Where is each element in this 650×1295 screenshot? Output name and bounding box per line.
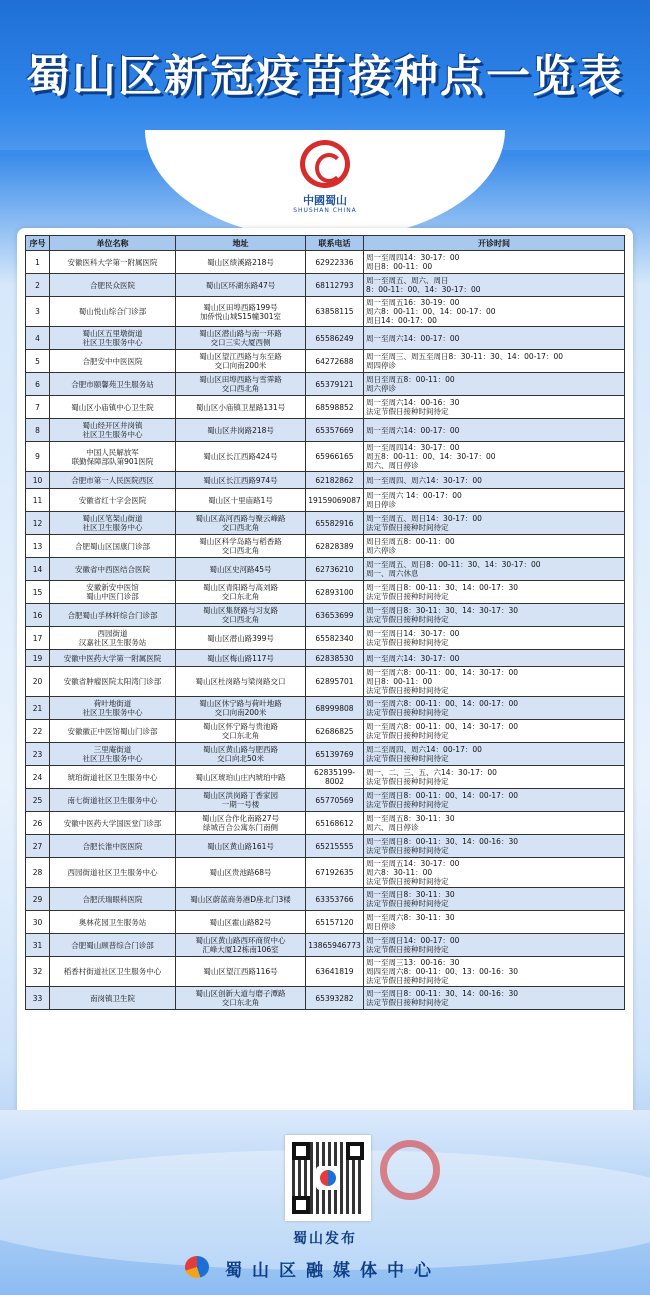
cell-phone: 65393282 [306,987,364,1010]
cell-phone: 62922336 [306,251,364,274]
qr-eye-icon [292,1142,310,1160]
table-row [26,650,625,667]
cell-index: 5 [26,350,50,373]
cell-phone: 65586249 [306,327,364,350]
cell-phone: 13865946773 [306,934,364,957]
cell-unit: 西园街道社区卫生服务中心 [50,858,176,888]
cell-address: 蜀山区望江西路与东至路 交口向南200米 [176,350,306,373]
cell-hours: 周一至周日8：30-11：30、14：30-17：30 法定节假日接种时间待定 [364,604,625,627]
cell-unit: 安徽中医药大学国医堂门诊部 [50,812,176,835]
table-row [26,627,625,650]
cell-address: 蜀山区休宁路与荷叶地路 交口向南200米 [176,697,306,720]
table-row [26,327,625,350]
cell-unit: 合肥安中中医医院 [50,350,176,373]
cell-phone: 62895701 [306,667,364,697]
cell-unit: 安徽省红十字会医院 [50,489,176,512]
cell-phone: 67192635 [306,858,364,888]
table-row [26,858,625,888]
cell-phone: 63353766 [306,888,364,911]
cell-index: 21 [26,697,50,720]
cell-unit: 南七街道社区卫生服务中心 [50,789,176,812]
cell-hours: 周一至周日8：00-11：30、14：00-16：30 法定节假日接种时间待定 [364,987,625,1010]
qr-logo-icon [316,1166,340,1190]
cell-index: 28 [26,858,50,888]
cell-index: 16 [26,604,50,627]
table-header-row [26,236,625,251]
cell-hours: 周一至周日8：00-11：30、14：00-16：30 法定节假日接种时间待定 [364,835,625,858]
cell-index: 3 [26,297,50,327]
cell-hours: 周一至周五16：30-19：00 周六8：00-11：00、14：00-17：00 周日14：00-17：00 [364,297,625,327]
cell-address: 蜀山区合作化南路27号 绿城百合公寓东门南侧 [176,812,306,835]
cell-address: 蜀山区琥珀山庄内琥珀中路 [176,766,306,789]
table-row [26,743,625,766]
table-row [26,350,625,373]
cell-address: 蜀山区杜岗路与梁岗路交口 [176,667,306,697]
cell-address: 蜀山区蔚蓝商务港D座北门3楼 [176,888,306,911]
cell-hours: 周一至周日8：00-11：30、14：00-17：30 法定节假日接种时间待定 [364,581,625,604]
table-row [26,472,625,489]
cell-index: 26 [26,812,50,835]
media-center-logo-icon [185,1256,209,1278]
cell-phone: 63641819 [306,957,364,987]
cell-hours: 周一至周四14：30-17：00 周日8：00-11：00 [364,251,625,274]
cell-phone: 68598852 [306,396,364,419]
cell-hours: 周一至周日14：00-17：00 法定节假日接种时间待定 [364,934,625,957]
cell-index: 29 [26,888,50,911]
cell-hours: 周一至周六8：00-11：00、14：30-17：00 法定节假日接种时间待定 [364,720,625,743]
vaccination-table [25,235,625,1010]
cell-hours: 周一至周日14：30-17：00 法定节假日接种时间待定 [364,627,625,650]
cell-unit: 合肥市第一人民医院西区 [50,472,176,489]
cell-address: 蜀山区高河西路与聚云峰路 交口西北角 [176,512,306,535]
cell-address: 蜀山区梅山路117号 [176,650,306,667]
table-row [26,297,625,327]
cell-phone: 62838530 [306,650,364,667]
cell-unit: 蜀山悦山综合门诊部 [50,297,176,327]
table-row [26,442,625,472]
cell-hours: 周一至周六14：00-17：00 [364,327,625,350]
cell-address: 蜀山区黄山路西环商贸中心 汇峰大厦12栋南106室 [176,934,306,957]
table-row [26,957,625,987]
cell-hours: 周一至周四14：30-17：00 周五8：00-11：00、14：30-17：00 周六、周日停诊 [364,442,625,472]
cell-hours: 周一、二、三、五、六14：30-17：00 法定节假日接种时间待定 [364,766,625,789]
cell-unit: 荷叶地街道 社区卫生服务中心 [50,697,176,720]
cell-address: 蜀山区科学岛路与稻香路 交口西北角 [176,535,306,558]
cell-phone: 63653699 [306,604,364,627]
table-row [26,987,625,1010]
cell-index: 24 [26,766,50,789]
cell-unit: 稻香村街道社区卫生服务中心 [50,957,176,987]
header-hours: 开诊时间 [364,236,625,251]
cell-address: 蜀山区望江西路116号 [176,957,306,987]
cell-hours: 周一至周日8：30-11：30 法定节假日接种时间待定 [364,888,625,911]
table-row [26,835,625,858]
cell-unit: 合肥蜀山孚林轩综合门诊部 [50,604,176,627]
cell-phone: 68112793 [306,274,364,297]
cell-index: 1 [26,251,50,274]
cell-address: 蜀山区潜山路与南一环路 交口三实大厦西侧 [176,327,306,350]
cell-address: 蜀山区长江西路424号 [176,442,306,472]
footer-brand: 蜀山发布 [293,1231,357,1247]
cell-phone: 65379121 [306,373,364,396]
cell-index: 8 [26,419,50,442]
cell-phone: 65966165 [306,442,364,472]
cell-unit: 合肥市颐馨苑卫生服务站 [50,373,176,396]
cell-phone: 68999808 [306,697,364,720]
cell-index: 33 [26,987,50,1010]
footer-org [175,1254,495,1280]
table-row [26,558,625,581]
table-row [26,720,625,743]
cell-unit: 安徽徽正中医馆蜀山门诊部 [50,720,176,743]
cell-unit: 合肥蜀山区国康门诊部 [50,535,176,558]
cell-address: 蜀山区青阳路与高刘路 交口东北角 [176,581,306,604]
cell-index: 9 [26,442,50,472]
cell-phone: 62686825 [306,720,364,743]
cell-index: 6 [26,373,50,396]
table-row [26,789,625,812]
cell-address: 蜀山区潜山路399号 [176,627,306,650]
cell-address: 蜀山区田埠西路199号 加侨悦山城S15幢301室 [176,297,306,327]
table-row [26,419,625,442]
cell-address: 蜀山区长江西路974号 [176,472,306,489]
cell-address: 蜀山区田埠西路与雪霁路 交口西北角 [176,373,306,396]
cell-phone: 65357669 [306,419,364,442]
cell-index: 12 [26,512,50,535]
cell-hours: 周一至周五、周日8：00-11：30、14：30-17：00 周一、周六休息 [364,558,625,581]
header-phone: 联系电话 [306,236,364,251]
cell-phone: 62893100 [306,581,364,604]
cell-index: 4 [26,327,50,350]
table-row [26,512,625,535]
cell-unit: 安徽省肿瘤医院太阳湾门诊部 [50,667,176,697]
cell-index: 11 [26,489,50,512]
cell-index: 15 [26,581,50,604]
cell-hours: 周一至周三13：00-16：30 周四至周六8：00-11：00、13：00-16：30 法定节假日接种时间待定 [364,957,625,987]
table-row [26,535,625,558]
table-row [26,581,625,604]
table-row [26,604,625,627]
shushan-emblem-icon [380,1140,440,1200]
footer-org-text: 蜀山区融媒体中心 [225,1261,441,1281]
cell-index: 10 [26,472,50,489]
header-unit: 单位名称 [50,236,176,251]
vaccination-table-card [17,228,633,1118]
cell-address: 蜀山区井岗路218号 [176,419,306,442]
qr-eye-icon [292,1196,310,1214]
cell-hours: 周一至周五14：30-17：00 周六8：30-11：00 法定节假日接种时间待定 [364,858,625,888]
cell-hours: 周一至周六14：00-16：30 法定节假日接种时间待定 [364,396,625,419]
cell-address: 蜀山区黄山路161号 [176,835,306,858]
cell-index: 14 [26,558,50,581]
cell-index: 25 [26,789,50,812]
cell-index: 32 [26,957,50,987]
cell-hours: 周一至周四、周六14：30-17：00 [364,472,625,489]
cell-index: 31 [26,934,50,957]
logo-cn-text: 中國蜀山 [303,194,347,207]
cell-hours: 周一至周三、周五至周日8：30-11：30、14：00-17：00 周四停诊 [364,350,625,373]
logo-en-text: SHUSHAN CHINA [293,207,357,214]
table-row [26,373,625,396]
cell-hours: 周一至周六8：00-11：00、14：30-17：00 周日8：00-11：00 法定节假日接种时间待定 [364,667,625,697]
cell-unit: 蜀山区小庙镇中心卫生院 [50,396,176,419]
cell-hours: 周一至周五、周六、周日 8：00-11：00、14：30-17：00 [364,274,625,297]
table-row [26,667,625,697]
cell-address: 蜀山区十里庙路1号 [176,489,306,512]
header-index: 序号 [26,236,50,251]
cell-unit: 合肥长淮中医医院 [50,835,176,858]
table-row [26,812,625,835]
cell-phone: 65582916 [306,512,364,535]
table-row [26,911,625,934]
cell-phone: 65770569 [306,789,364,812]
cell-phone: 62835199-8002 [306,766,364,789]
cell-phone: 63858115 [306,297,364,327]
cell-unit: 蜀山区五里墩街道 社区卫生服务中心 [50,327,176,350]
table-row [26,934,625,957]
cell-hours: 周一至周六 14：00-17：00 周日停诊 [364,489,625,512]
cell-unit: 合肥沃瑞眼科医院 [50,888,176,911]
page-title: 蜀山区新冠疫苗接种点一览表 [26,51,624,102]
cell-unit: 安徽省中西医结合医院 [50,558,176,581]
cell-address: 蜀山区集贤路与习友路 交口西北角 [176,604,306,627]
cell-unit: 安徽医科大学第一附属医院 [50,251,176,274]
table-row [26,766,625,789]
cell-index: 7 [26,396,50,419]
cell-phone: 65215555 [306,835,364,858]
cell-unit: 合肥民众医院 [50,274,176,297]
cell-unit: 南岗镇卫生院 [50,987,176,1010]
cell-index: 17 [26,627,50,650]
cell-unit: 安徽中医药大学第一附属医院 [50,650,176,667]
cell-phone: 65139769 [306,743,364,766]
cell-hours: 周一至周日8：00-11：00、14：00-17：00 法定节假日接种时间待定 [364,789,625,812]
cell-index: 2 [26,274,50,297]
cell-phone: 65168612 [306,812,364,835]
cell-phone: 62736210 [306,558,364,581]
cell-unit: 蜀山区笔架山街道 社区卫生服务中心 [50,512,176,535]
cell-address: 蜀山区史河路45号 [176,558,306,581]
cell-address: 蜀山区环湖东路47号 [176,274,306,297]
cell-index: 23 [26,743,50,766]
table-row [26,251,625,274]
cell-index: 19 [26,650,50,667]
table-row [26,489,625,512]
cell-hours: 周一至周六8：30-11：30 周日停诊 [364,911,625,934]
cell-unit: 奥林花园卫生服务站 [50,911,176,934]
cell-unit: 西园街道 汉嘉社区卫生服务站 [50,627,176,650]
cell-unit: 蜀山经开区井岗镇 社区卫生服务中心 [50,419,176,442]
cell-address: 蜀山区小庙镇卫星路131号 [176,396,306,419]
shushan-logo [285,140,365,220]
cell-phone: 19159069087 [306,489,364,512]
cell-phone: 62828389 [306,535,364,558]
header-address: 地址 [176,236,306,251]
cell-unit: 琥珀街道社区卫生服务中心 [50,766,176,789]
cell-phone: 65157120 [306,911,364,934]
cell-address: 蜀山区怀宁路与贵池路 交口东北角 [176,720,306,743]
cell-index: 22 [26,720,50,743]
cell-unit: 安徽新安中医馆 蜀山中医门诊部 [50,581,176,604]
cell-unit: 合肥蜀山顾普综合门诊部 [50,934,176,957]
cell-hours: 周二至周四、周六14：00-17：00 法定节假日接种时间待定 [364,743,625,766]
table-row [26,396,625,419]
cell-index: 20 [26,667,50,697]
cell-hours: 周一至周五、周日14：30-17：00 法定节假日接种时间待定 [364,512,625,535]
cell-address: 蜀山区黄山路与肥西路 交口向北50米 [176,743,306,766]
cell-address: 蜀山区创新大道与磨子潭路 交口东北角 [176,987,306,1010]
cell-hours: 周日至周五8：00-11：00 周六停诊 [364,535,625,558]
cell-phone: 64272688 [306,350,364,373]
cell-address: 蜀山区洪岗路丁香家园 一期一号楼 [176,789,306,812]
cell-hours: 周一至周五8：30-11：30 周六、周日停诊 [364,812,625,835]
cell-address: 蜀山区贵池路68号 [176,858,306,888]
shushan-emblem-icon [300,140,350,188]
cell-hours: 周一至周六8：00-11：00、14：00-17：00 法定节假日接种时间待定 [364,697,625,720]
qr-eye-icon [346,1142,364,1160]
table-row [26,697,625,720]
cell-index: 13 [26,535,50,558]
cell-unit: 三里庵街道 社区卫生服务中心 [50,743,176,766]
table-row [26,888,625,911]
cell-address: 蜀山区霍山路82号 [176,911,306,934]
cell-phone: 65582340 [306,627,364,650]
qr-code[interactable] [285,1135,371,1221]
cell-unit: 中国人民解放军 联勤保障部队第901医院 [50,442,176,472]
cell-hours: 周一至周六14：30-17：00 [364,650,625,667]
cell-phone: 62182862 [306,472,364,489]
table-row [26,274,625,297]
cell-hours: 周一至周六14：00-17：00 [364,419,625,442]
cell-index: 27 [26,835,50,858]
cell-address: 蜀山区绩溪路218号 [176,251,306,274]
cell-hours: 周日至周五8：00-11：00 周六停诊 [364,373,625,396]
cell-index: 30 [26,911,50,934]
